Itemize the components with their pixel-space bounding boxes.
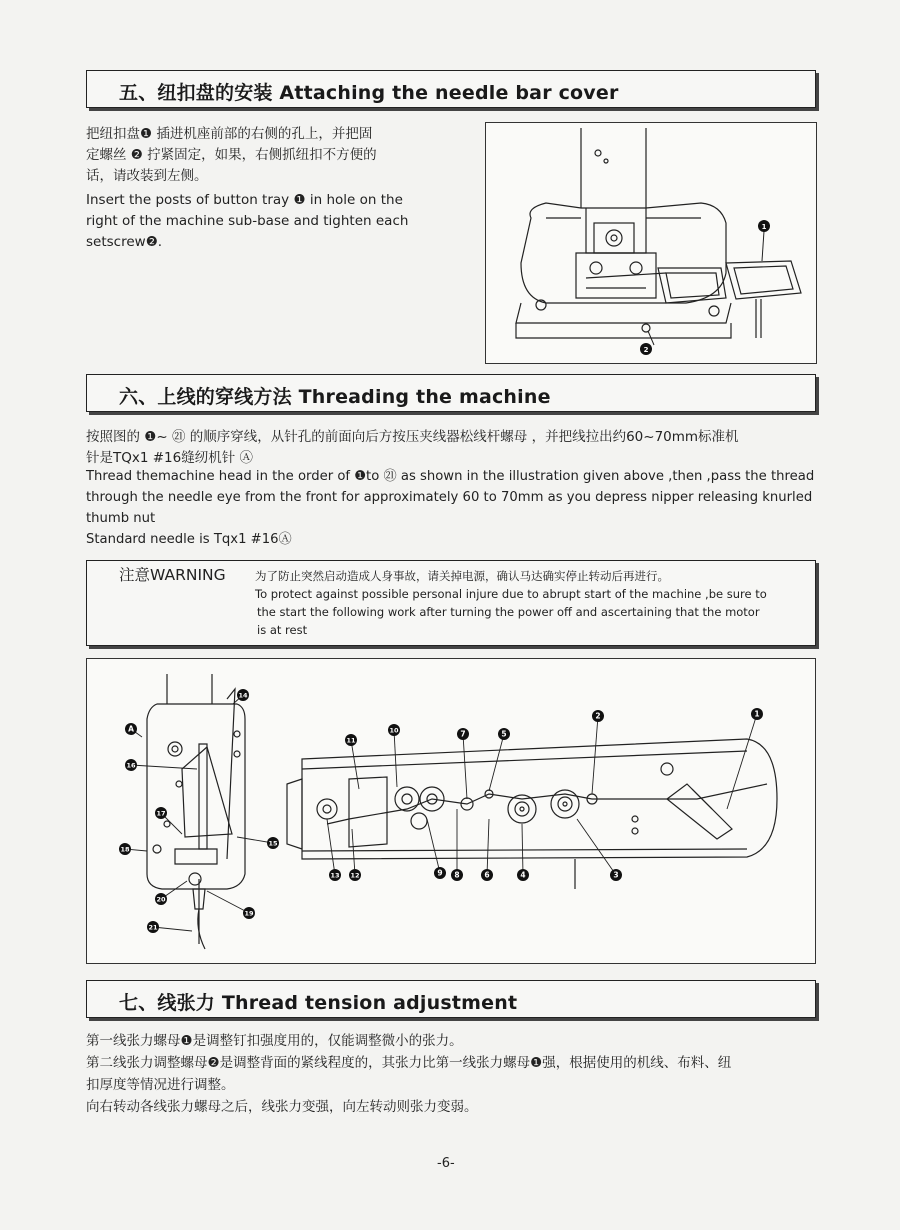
callout-label: 18: [120, 845, 130, 854]
callout-leader: [327, 819, 335, 875]
callout-label: 15: [268, 839, 278, 848]
s6-en-line: thumb nut: [86, 511, 156, 526]
s6-en-line: Standard needle is Tqx1 #16Ⓐ: [86, 532, 292, 547]
callout-label: 20: [156, 895, 166, 904]
s7-zh-line: 第二线张力调整螺母❷是调整背面的紧线程度的，其张力比第一线张力螺母❶强，根据使用的机线、布料、纽: [86, 1055, 732, 1071]
callout-leader: [207, 891, 249, 913]
callout-1-label: 1: [761, 223, 767, 231]
callout-leader: [489, 734, 504, 791]
callout-label: 17: [156, 809, 166, 818]
callout-label: 14: [238, 691, 248, 700]
page-number: -6-: [437, 1156, 455, 1171]
callout-label: 21: [148, 923, 158, 932]
callout-leader: [592, 716, 598, 794]
s5-en-line: setscrew❷.: [86, 234, 163, 250]
callout-leader: [352, 829, 355, 875]
s6-zh-line: 针是TQx1 #16缝纫机针 Ⓐ: [86, 450, 254, 466]
callout-2-label: 2: [643, 346, 649, 354]
callout-label: 4: [520, 870, 526, 880]
callout-label: 6: [484, 870, 490, 880]
figure-button-tray-drawing: [486, 123, 816, 363]
callout-label: 8: [454, 870, 460, 880]
callout-label: 13: [330, 871, 340, 880]
callout-label: 7: [460, 729, 466, 739]
callout-leader: [727, 714, 757, 809]
s5-zh-line: 定螺丝 ❷ 拧紧固定，如果，右侧抓纽扣不方便的: [86, 147, 377, 163]
callout-leader: [131, 765, 197, 769]
s5-zh-line: 话，请改装到左侧。: [86, 168, 208, 184]
callout-label: 10: [389, 726, 399, 735]
s7-zh-line: 第一线张力螺母❶是调整钉扣强度用的，仅能调整微小的张力。: [86, 1033, 463, 1049]
section-header-tension: [86, 980, 816, 1018]
callout-label: 2: [595, 711, 601, 721]
figure-threading: [86, 658, 816, 964]
s5-en-line: right of the machine sub-base and tighten each: [86, 213, 409, 229]
section-title: 六、上线的穿线方法 Threading the machine: [119, 386, 551, 408]
callout-leader: [351, 740, 359, 789]
callout-label: 5: [501, 729, 507, 739]
section-header-attaching: [86, 70, 816, 108]
warning-en-line: To protect against possible personal injure due to abrupt start of the machine ,be sure to: [255, 587, 767, 601]
callout-label: 16: [126, 761, 136, 770]
callout-leader: [487, 819, 489, 875]
figure-button-tray: [485, 122, 817, 364]
callout-label: A: [128, 724, 134, 734]
callout-label: 11: [346, 736, 356, 745]
callout-layer: [87, 659, 815, 963]
s7-zh-line: 向右转动各线张力螺母之后，线张力变强，向左转动则张力变弱。: [86, 1099, 478, 1115]
s7-zh-line: 扣厚度等情况进行调整。: [86, 1077, 235, 1093]
warning-box: [86, 560, 816, 646]
s6-zh-line: 按照图的 ❶~ ㉑ 的顺序穿线，从针孔的前面向后方按压夹线器松线杆螺母 ，并把线拉出约60~70mm标准机: [86, 429, 739, 445]
section-header-threading: [86, 374, 816, 412]
section-title: 五、纽扣盘的安装 Attaching the needle bar cover: [119, 82, 619, 104]
callout-leader: [427, 819, 440, 873]
callout-leader: [577, 819, 616, 875]
callout-label: 12: [350, 871, 360, 880]
callout-label: 1: [754, 709, 760, 719]
callout-leader: [394, 730, 397, 787]
callout-label: 9: [437, 868, 443, 878]
warning-zh: 为了防止突然启动造成人身事故，请关掉电源，确认马达确实停止转动后再进行。: [255, 569, 669, 583]
callout-label: 19: [244, 909, 254, 918]
section-title: 七、线张力 Thread tension adjustment: [119, 992, 518, 1014]
callout-leader: [463, 734, 467, 799]
warning-en-line: is at rest: [257, 623, 308, 637]
s6-en-line: through the needle eye from the front for approximately 60 to 70mm as you depress nipper releasing knurled: [86, 490, 813, 505]
s5-zh-line: 把纽扣盘❶ 插进机座前部的右侧的孔上，并把固: [86, 126, 373, 142]
s6-en-line: Thread themachine head in the order of ❶to ㉑ as shown in the illustration given above ,then ,pass the thread: [86, 469, 815, 484]
callout-label: 3: [613, 870, 619, 880]
warning-label: 注意WARNING: [119, 566, 226, 584]
s5-en-line: Insert the posts of button tray ❶ in hole on the: [86, 192, 403, 208]
warning-en-line: the start the following work after turning the power off and ascertaining that the motor: [257, 605, 760, 619]
callout-leader: [522, 824, 523, 875]
